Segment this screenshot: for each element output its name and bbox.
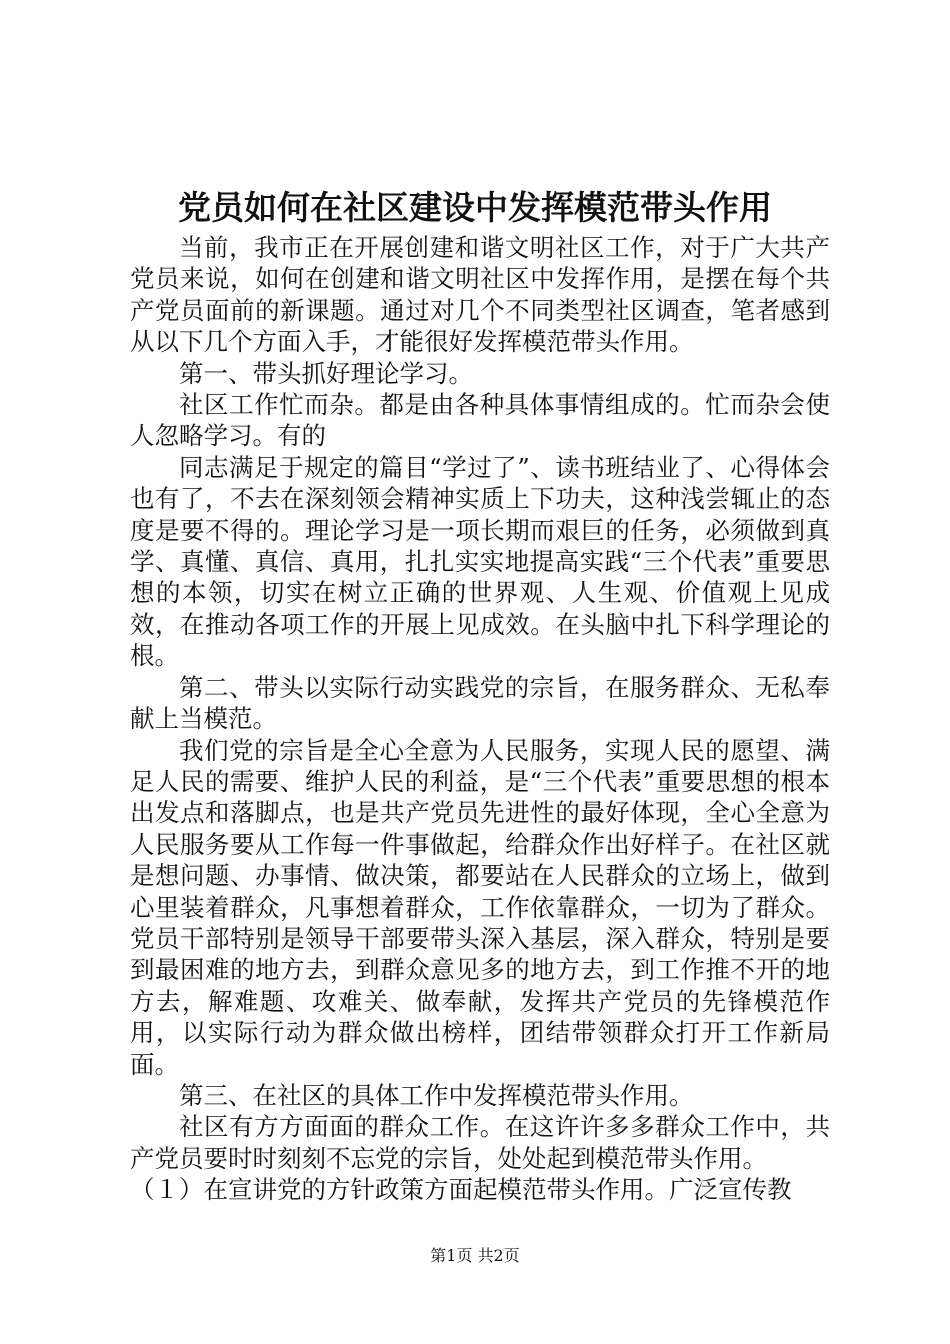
section-heading-3: 第三、在社区的具体工作中发挥模范带头作用。: [179, 1080, 694, 1110]
section-heading-2: 第二、带头以实际行动实践党的宗旨，在服务群众、无私奉献上当模范。: [130, 672, 830, 734]
section-heading-1: 第一、带头抓好理论学习。: [179, 358, 473, 388]
paragraph-section-1b: 同志满足于规定的篇目“学过了”、读书班结业了、心得体会也有了，不去在深刻领会精神实质上下功夫，这种浅尝辄止的态度是要不得的。理论学习是一项长期而艰巨的任务，必须做到真学、真懂、真信、真用，扎扎实实地提高实践“三个代表”重要思想的本领，切实在树立正确的世界观、人生观、价值观上见成效，在推动各项工作的开展上见成效。在头脑中扎下科学理论的根。: [130, 452, 830, 671]
document-title: 党员如何在社区建设中发挥模范带头作用: [178, 188, 772, 227]
paragraph-section-1a: 社区工作忙而杂。都是由各种具体事情组成的。忙而杂会使人忽略学习。有的: [130, 390, 830, 451]
paragraph-intro: 当前，我市正在开展创建和谐文明社区工作，对于广大共产党员来说，如何在创建和谐文明社区中发挥作用，是摆在每个共产党员面前的新课题。通过对几个不同类型社区调查，笔者感到从以下几个方面入手，才能很好发挥模范带头作用。: [130, 233, 830, 357]
document-body: [130, 232, 830, 1206]
paragraph-section-2: 我们党的宗旨是全心全意为人民服务，实现人民的愿望、满足人民的需要、维护人民的利益，是“三个代表”重要思想的根本出发点和落脚点，也是共产党员先进性的最好体现，全心全意为人民服务要从工作每一件事做起，给群众作出好样子。在社区就是想问题、办事情、做决策，都要站在人民群众的立场上，做到心里装着群众，凡事想着群众，工作依靠群众，一切为了群众。党员干部特别是领导干部要带头深入基层，深入群众，特别是要到最困难的地方去，到群众意见多的地方去，到工作推不开的地方去，解难题、攻难关、做奉献，发挥共产党员的先锋模范作用，以实际行动为群众做出榜样，团结带领群众打开工作新局面。: [130, 735, 830, 1079]
page-number-footer: 第1页 共2页: [430, 1246, 520, 1265]
paragraph-section-3: 社区有方方面面的群众工作。在这许许多多群众工作中，共产党员要时时刻刻不忘党的宗旨，处处起到模范带头作用。: [130, 1112, 830, 1173]
paragraph-list-item-1: （１）在宣讲党的方针政策方面起模范带头作用。广泛宣传教: [130, 1175, 792, 1205]
